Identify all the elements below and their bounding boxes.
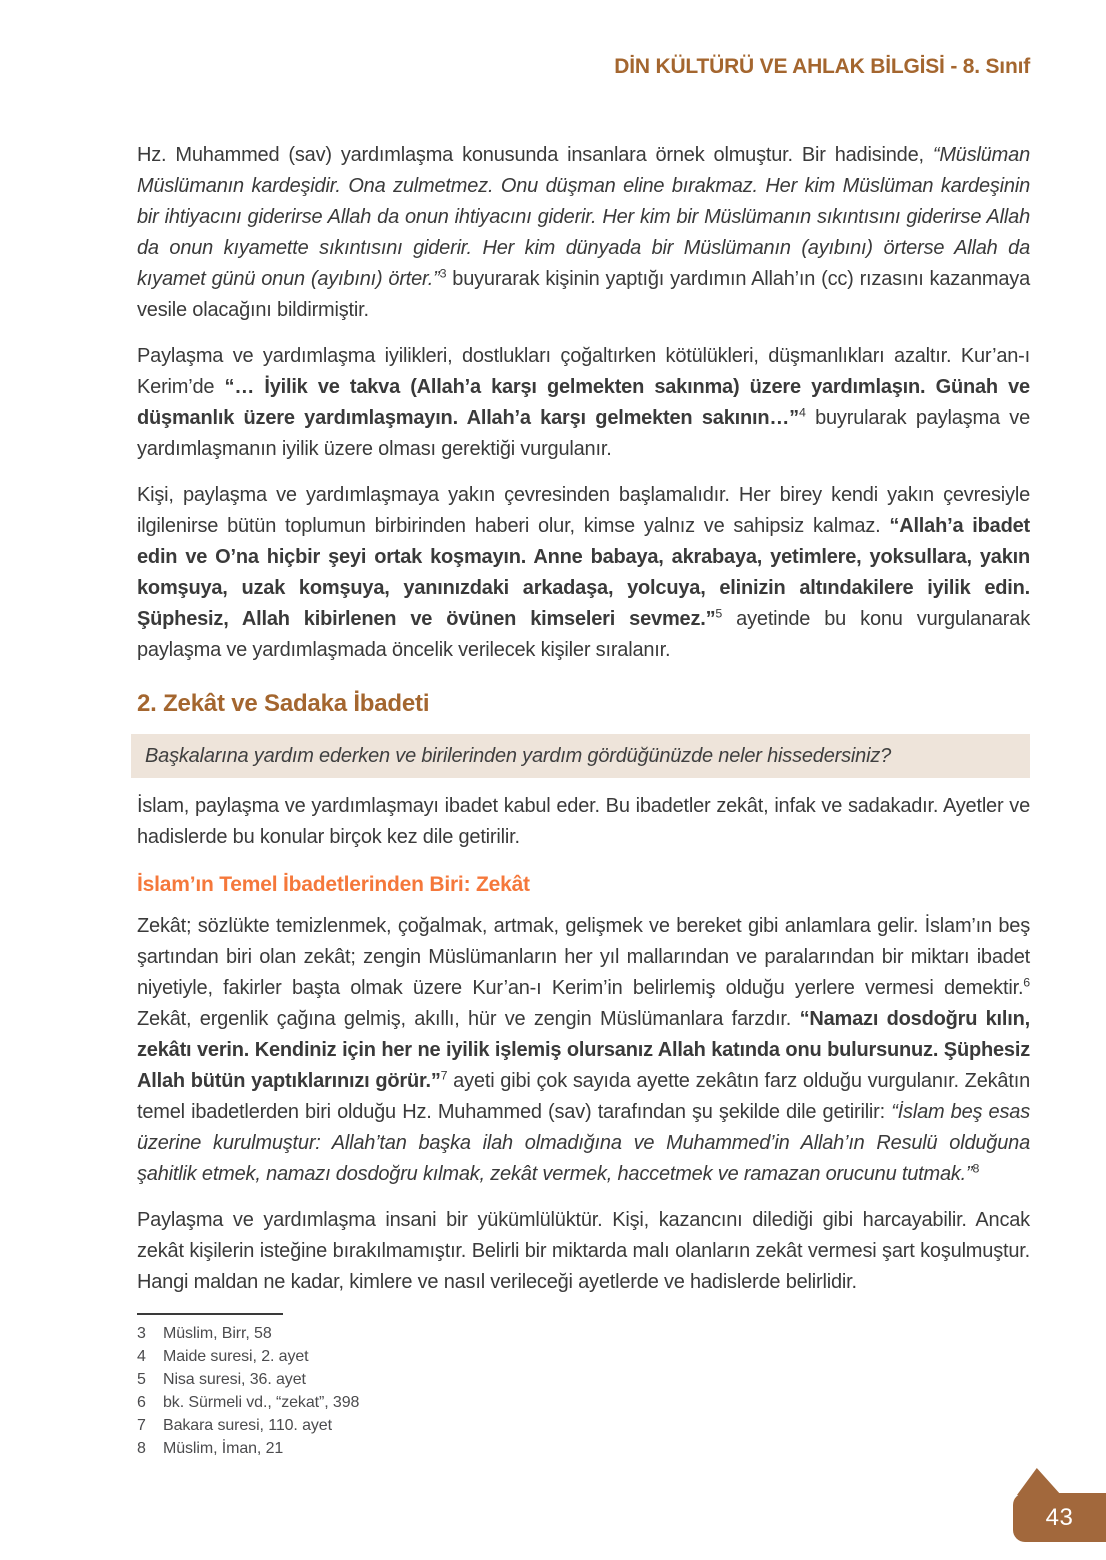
footnote-number: 8 <box>137 1440 146 1457</box>
paragraph-zekat-obligation: Paylaşma ve yardımlaşma insani bir yükümlülüktür. Kişi, kazancını dilediği gibi harcayabilir. Ancak zekât kişilerin isteğine bırakılmamıştır. Belirli bir miktarda malı olanların zekât vermesi şart koşulmuştur. Hangi maldan ne kadar, kimlere ve nasıl verileceği ayetlerde ve hadislerde belirlidir. <box>137 1209 1030 1293</box>
page-number-badge <box>1013 1468 1106 1542</box>
page-badge-peak <box>1017 1468 1061 1495</box>
section-heading-zekat-sadaka: 2. Zekât ve Sadaka İbadeti <box>137 690 430 717</box>
discussion-question-text: Başkalarına yardım ederken ve birilerinden yardım gördüğünüzde neler hissedersiniz? <box>145 745 892 767</box>
footnote-number: 3 <box>137 1325 146 1342</box>
footnote-number: 7 <box>137 1417 146 1434</box>
footnote-item <box>137 1391 1030 1414</box>
paragraph-quran-cooperation: Paylaşma ve yardımlaşma iyilikleri, dostlukları çoğaltırken kötülükleri, düşmanlıkları azaltır. Kur’an-ı Kerim’de “… İyilik ve takva (Allah’a karşı gelmekten sakınma) üzere yardımlaşın. Günah ve düşmanlık üzere yardımlaşmayın. Allah’a karşı gelmekten sakının…”$^4$ buyrularak paylaşma ve yardımlaşmanın iyilik üzere olması gerektiği vurgulanır. <box>137 345 1031 460</box>
footnote-item <box>137 1437 1030 1460</box>
footnote-divider <box>137 1313 283 1315</box>
paragraph-zekat-definition: Zekât; sözlükte temizlenmek, çoğalmak, artmak, gelişmek ve bereket gibi anlamlara gelir. İslam’ın beş şartından biri olan zekât; zengin Müslümanların her yıl mallarından ve paralarından bir miktarı ibadet niyetiyle, fakirler başta olmak üzere Kur’an-ı Kerim’in belirlemiş olduğu yerlere vermesi demektir.$^6$ Zekât, ergenlik çağına gelmiş, akıllı, hür ve zengin Müslümanlara farzdır. “Namazı dosdoğru kılın, zekâtı verin. Kendiniz için her ne iyilik işlemiş olursanız Allah katında onu bulursunuz. Şüphesiz Allah bütün yaptıklarınızı görür.”$^7$ ayeti gibi çok sayıda ayette zekâtın farz olduğu vurgulanır. Zekâtın temel ibadetlerden biri olduğu Hz. Muhammed (sav) tarafından şu şekilde dile getirilir: “İslam beş esas üzerine kurulmuştur: Allah’tan başka ilah olmadığına ve Muhammed’in Allah’ın Resulü olduğuna şahitlik etmek, namazı dosdoğru kılmak, zekât vermek, haccetmek ve ramazan orucunu tutmak.”$^8$ <box>137 915 1030 1185</box>
paragraph-islam-ibadet: İslam, paylaşma ve yardımlaşmayı ibadet kabul eder. Bu ibadetler zekât, infak ve sadakadır. Ayetler ve hadislerde bu konular birçok kez dile getirilir. <box>137 795 1030 848</box>
footnote-number: 4 <box>137 1348 146 1365</box>
running-header: DİN KÜLTÜRÜ VE AHLAK BİLGİSİ - 8. Sınıf <box>614 55 1030 78</box>
footnote-text: Müslim, Birr, 58 <box>163 1325 272 1342</box>
footnote-number: 5 <box>137 1371 146 1388</box>
footnote-item <box>137 1368 1030 1391</box>
paragraph-hadith-helping: Hz. Muhammed (sav) yardımlaşma konusunda insanlara örnek olmuştur. Bir hadisinde, “Müslüman Müslümanın kardeşidir. Ona zulmetmez. Onu düşman eline bırakmaz. Her kim Müslüman kardeşinin bir ihtiyacını giderirse Allah da onun ihtiyacını giderir. Her kim bir Müslümanın sıkıntısını giderirse Allah da onun kıyamette sıkıntısını giderir. Her kim dünyada bir Müslümanın (ayıbını) örterse Allah da kıyamet günü onun (ayıbını) örter.”$^3$ buyurarak kişinin yaptığı yardımın Allah’ın (cc) rızasını kazanmaya vesile olacağını bildirmiştir. <box>137 144 1030 321</box>
discussion-question-box <box>131 734 1030 778</box>
subsection-heading-zekat: İslam’ın Temel İbadetlerinden Biri: Zekât <box>137 873 530 896</box>
footnote-text: Müslim, İman, 21 <box>163 1440 284 1457</box>
paragraph-close-circle: Kişi, paylaşma ve yardımlaşmaya yakın çevresinden başlamalıdır. Her birey kendi yakın çevresiyle ilgilenirse bütün toplumun birbirinden haberi olur, kimse yalnız ve sahipsiz kalmaz. “Allah’a ibadet edin ve O’na hiçbir şeyi ortak koşmayın. Anne babaya, akrabaya, yetimlere, yoksullara, yakın komşuya, uzak komşuya, yanınızdaki arkadaşa, yolcuya, elinizin altındakilere iyilik edin. Şüphesiz, Allah kibirlenen ve övünen kimseleri sevmez.”$^5$ ayetinde bu konu vurgulanarak paylaşma ve yardımlaşmada öncelik verilecek kişiler sıralanır. <box>137 484 1030 661</box>
footnote-text: Maide suresi, 2. ayet <box>163 1348 309 1365</box>
footnote-number: 6 <box>137 1394 146 1411</box>
footnotes <box>137 1313 1030 1460</box>
footnote-item <box>137 1414 1030 1437</box>
page-content <box>137 140 1030 1460</box>
footnote-text: Nisa suresi, 36. ayet <box>163 1371 306 1388</box>
page-badge-pill <box>1013 1493 1106 1542</box>
footnote-text: Bakara suresi, 110. ayet <box>163 1417 332 1434</box>
footnote-item <box>137 1345 1030 1368</box>
footnote-item <box>137 1322 1030 1345</box>
footnote-text: bk. Sürmeli vd., “zekat”, 398 <box>163 1394 360 1411</box>
page-number: 43 <box>1045 1503 1074 1531</box>
